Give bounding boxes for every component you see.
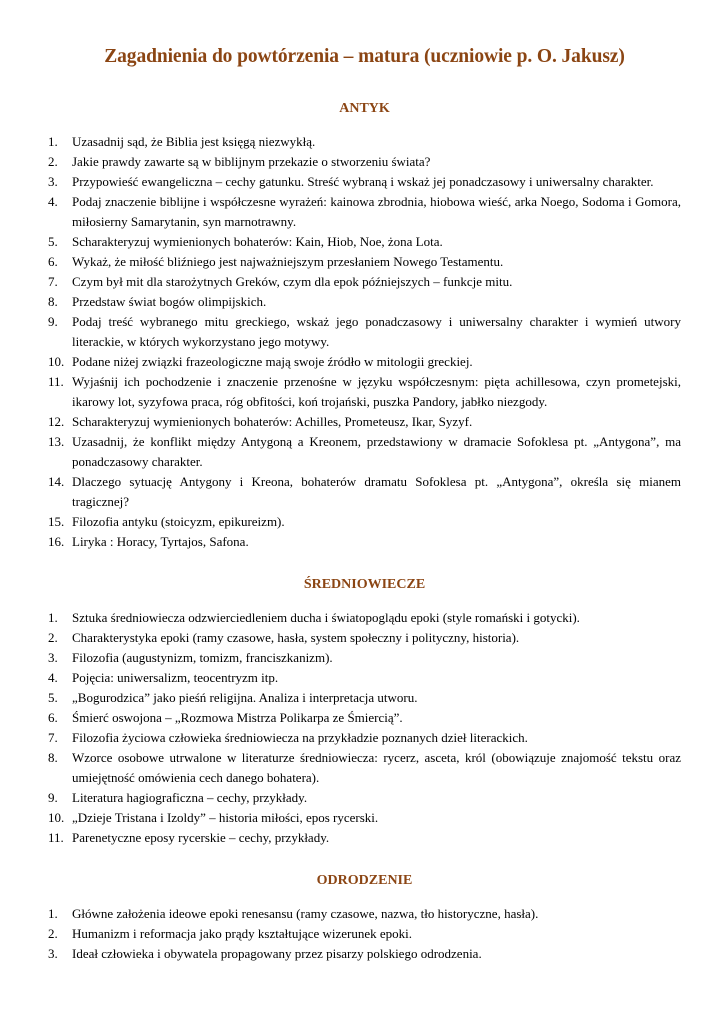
item-text: Parenetyczne eposy rycerskie – cechy, przykłady.: [72, 830, 330, 845]
item-number: 6.: [48, 710, 58, 725]
item-number: 13.: [48, 434, 65, 449]
item-text: Filozofia (augustynizm, tomizm, franciszkanizm).: [72, 650, 333, 665]
item-number: 5.: [48, 690, 58, 705]
document-title: Zagadnienia do powtórzenia – matura (uczniowie p. O. Jakusz): [104, 46, 625, 67]
item-text: Jakie prawdy zawarte są w biblijnym przekazie o stworzeniu świata?: [72, 154, 431, 169]
list-item: [48, 352, 681, 372]
list-item: [48, 748, 681, 788]
section-heading-odrodzenie: ODRODZENIE: [316, 873, 413, 888]
list-item: [48, 472, 681, 512]
list-item: [48, 668, 681, 688]
section-heading-antyk: ANTYK: [339, 101, 390, 116]
item-text: „Dzieje Tristana i Izoldy” – historia miłości, epos rycerski.: [72, 810, 379, 825]
list-item: [48, 372, 681, 412]
list-item: [48, 272, 681, 292]
item-number: 3.: [48, 946, 58, 961]
list-item: [48, 512, 681, 532]
item-text: Wyjaśnij ich pochodzenie i znaczenie przenośne w języku współczesnym: pięta achillesowa, czyn prometejski, ikarowy lot, syzyfowa praca, róg obfitości, koń trojański, puszka Pandory, jabłko niezgody.: [72, 374, 681, 409]
antyk-list: [48, 132, 681, 552]
item-text: Filozofia antyku (stoicyzm, epikureizm).: [72, 514, 285, 529]
section-heading-sredniowiecze: ŚREDNIOWIECZE: [303, 577, 426, 592]
item-text: Humanizm i reformacja jako prądy kształtujące wizerunek epoki.: [72, 926, 413, 941]
list-item: [48, 648, 681, 668]
item-number: 3.: [48, 174, 58, 189]
item-text: Dlaczego sytuację Antygony i Kreona, bohaterów dramatu Sofoklesa pt. „Antygona”, określa się mianem tragicznej?: [72, 474, 681, 509]
list-item: [48, 924, 681, 944]
odrodzenie-list: [48, 904, 681, 964]
item-number: 1.: [48, 134, 58, 149]
list-item: [48, 172, 681, 192]
list-item: [48, 688, 681, 708]
item-number: 15.: [48, 514, 65, 529]
item-number: 4.: [48, 670, 58, 685]
list-item: [48, 904, 681, 924]
item-number: 12.: [48, 414, 65, 429]
item-number: 10.: [48, 810, 65, 825]
item-number: 4.: [48, 194, 58, 209]
item-text: Podaj treść wybranego mitu greckiego, wskaż jego ponadczasowy i uniwersalny charakter i wymień utwory literackie, w których wykorzystano jego motywy.: [72, 314, 681, 349]
item-text: Podane niżej związki frazeologiczne mają swoje źródło w mitologii greckiej.: [72, 354, 473, 369]
list-item: [48, 708, 681, 728]
item-text: Przypowieść ewangeliczna – cechy gatunku. Streść wybraną i wskaż jej ponadczasowy i uniwersalny charakter.: [72, 174, 654, 189]
list-item: [48, 808, 681, 828]
item-number: 14.: [48, 474, 65, 489]
item-text: Uzasadnij sąd, że Biblia jest księgą niezwykłą.: [72, 134, 316, 149]
list-item: [48, 432, 681, 472]
item-text: Uzasadnij, że konflikt między Antygoną a Kreonem, przedstawiony w dramacie Sofoklesa pt. „Antygona”, ma ponadczasowy charakter.: [72, 434, 681, 469]
list-item: [48, 828, 681, 848]
list-item: [48, 608, 681, 628]
item-number: 11.: [48, 374, 64, 389]
item-number: 11.: [48, 830, 64, 845]
list-item: [48, 252, 681, 272]
item-number: 9.: [48, 790, 58, 805]
list-item: [48, 628, 681, 648]
item-text: Czym był mit dla starożytnych Greków, czym dla epok późniejszych – funkcje mitu.: [72, 274, 513, 289]
item-number: 2.: [48, 630, 58, 645]
sredniowiecze-list: [48, 608, 681, 848]
item-number: 1.: [48, 610, 58, 625]
list-item: [48, 132, 681, 152]
list-item: [48, 532, 681, 552]
item-number: 1.: [48, 906, 58, 921]
item-text: Główne założenia ideowe epoki renesansu (ramy czasowe, nazwa, tło historyczne, hasła).: [72, 906, 539, 921]
item-number: 2.: [48, 926, 58, 941]
list-item: [48, 152, 681, 172]
list-item: [48, 232, 681, 252]
item-text: Śmierć oswojona – „Rozmowa Mistrza Polikarpa ze Śmiercią”.: [72, 710, 403, 725]
item-number: 9.: [48, 314, 58, 329]
item-text: Sztuka średniowiecza odzwierciedleniem ducha i światopoglądu epoki (style romański i gotycki).: [72, 610, 580, 625]
item-text: Liryka : Horacy, Tyrtajos, Safona.: [72, 534, 249, 549]
item-text: „Bogurodzica” jako pieśń religijna. Analiza i interpretacja utworu.: [72, 690, 418, 705]
item-text: Literatura hagiograficzna – cechy, przykłady.: [72, 790, 308, 805]
list-item: [48, 412, 681, 432]
item-text: Pojęcia: uniwersalizm, teocentryzm itp.: [72, 670, 279, 685]
list-item: [48, 728, 681, 748]
item-number: 6.: [48, 254, 58, 269]
item-number: 16.: [48, 534, 65, 549]
item-number: 8.: [48, 294, 58, 309]
item-number: 8.: [48, 750, 58, 765]
item-number: 10.: [48, 354, 65, 369]
item-number: 2.: [48, 154, 58, 169]
section-antyk: [48, 100, 681, 552]
item-number: 5.: [48, 234, 58, 249]
section-sredniowiecze: [48, 576, 681, 848]
item-number: 7.: [48, 730, 58, 745]
item-text: Podaj znaczenie biblijne i współczesne wyrażeń: kainowa zbrodnia, hiobowa wieść, arka Noego, Sodoma i Gomora, miłosierny Samarytanin, syn marnotrawny.: [72, 194, 681, 229]
list-item: [48, 788, 681, 808]
item-number: 7.: [48, 274, 58, 289]
item-text: Scharakteryzuj wymienionych bohaterów: Achilles, Prometeusz, Ikar, Syzyf.: [72, 414, 473, 429]
list-item: [48, 312, 681, 352]
item-text: Wzorce osobowe utrwalone w literaturze średniowiecza: rycerz, asceta, król (obowiązuje znajomość tekstu oraz umiejętność omówienia cech danego bohatera).: [72, 750, 681, 785]
list-item: [48, 944, 681, 964]
item-number: 3.: [48, 650, 58, 665]
item-text: Przedstaw świat bogów olimpijskich.: [72, 294, 267, 309]
item-text: Wykaż, że miłość bliźniego jest najważniejszym przesłaniem Nowego Testamentu.: [72, 254, 504, 269]
item-text: Charakterystyka epoki (ramy czasowe, hasła, system społeczny i polityczny, historia).: [72, 630, 520, 645]
section-odrodzenie: [48, 872, 681, 964]
item-text: Filozofia życiowa człowieka średniowiecza na przykładzie poznanych dzieł literackich.: [72, 730, 528, 745]
item-text: Scharakteryzuj wymienionych bohaterów: Kain, Hiob, Noe, żona Lota.: [72, 234, 443, 249]
item-text: Ideał człowieka i obywatela propagowany przez pisarzy polskiego odrodzenia.: [72, 946, 482, 961]
list-item: [48, 292, 681, 312]
list-item: [48, 192, 681, 232]
